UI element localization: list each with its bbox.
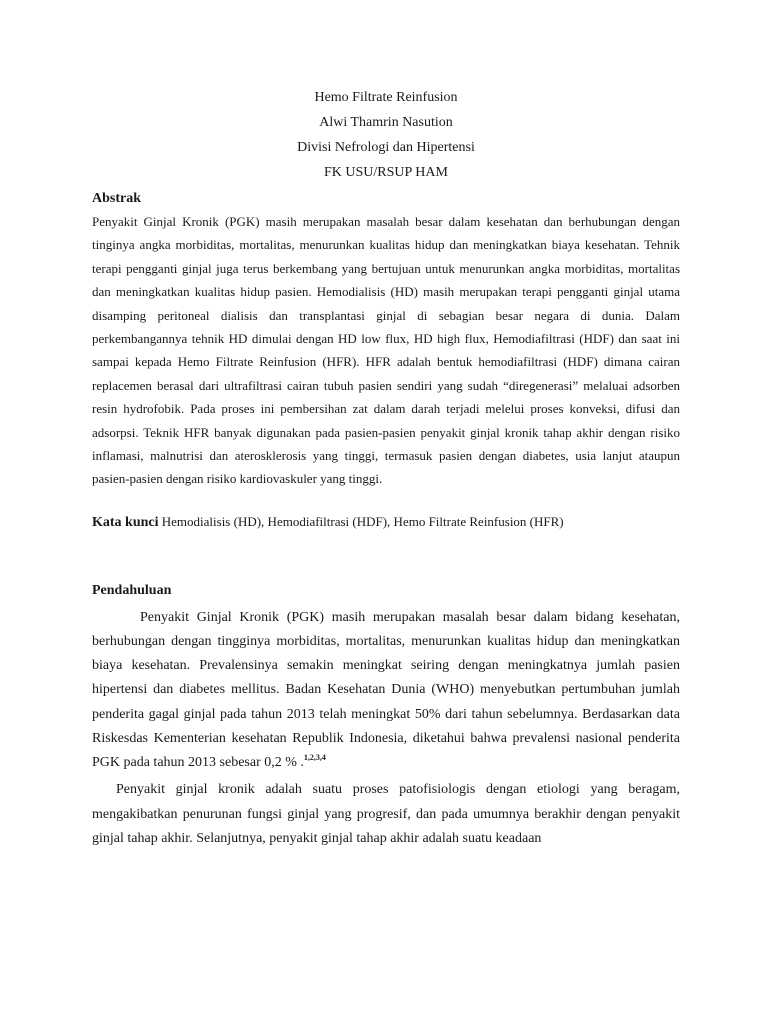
keywords-line bbox=[92, 510, 680, 534]
keywords-text: Hemodialisis (HD), Hemodiafiltrasi (HDF), Hemo Filtrate Reinfusion (HFR) bbox=[158, 513, 564, 529]
abstract-heading: Abstrak bbox=[92, 191, 142, 206]
intro-heading: Pendahuluan bbox=[92, 582, 172, 598]
author-name: Alwi Thamrin Nasution bbox=[319, 115, 453, 130]
author-institution: FK USU/RSUP HAM bbox=[324, 165, 448, 180]
title-block bbox=[92, 85, 680, 185]
intro-paragraph-1-text: Penyakit Ginjal Kronik (PGK) masih merupakan masalah besar dalam bidang kesehatan, berhubungan dengan tingginya morbiditas, mortalitas, menurunkan kualitas hidup dan meningkatkan biaya kesehatan. Prevalensinya semakin meningkat seiring dengan meningkatnya jumlah pasien hipertensi dan diabetes mellitus. Badan Kesehatan Dunia (WHO) menyebutkan pertumbuhan jumlah penderita gagal ginjal pada tahun 2013 telah meningkat 50% dari tahun sebelumnya. Berdasarkan data Riskesdas Kementerian kesehatan Republik Indonesia, diketahui bahwa prevalensi nasional penderita PGK pada tahun 2013 sebesar 0,2 % . bbox=[92, 609, 680, 771]
keywords-label: Kata kunci bbox=[92, 514, 159, 530]
intro-paragraph-2: Penyakit ginjal kronik adalah suatu proses patofisiologis dengan etiologi yang beragam, mengakibatkan penurunan fungsi ginjal yang progresif, dan pada umumnya berakhir dengan penyakit ginjal tahap akhir. Selanjutnya, penyakit ginjal tahap akhir adalah suatu keadaan bbox=[92, 782, 680, 846]
abstract-body: Penyakit Ginjal Kronik (PGK) masih merupakan masalah besar dalam kesehatan dan berhubungan dengan tinginya angka morbiditas, mortalitas, menurunkan kualitas hidup dan meningkatkan biaya kesehatan. Tehnik terapi pengganti ginjal juga terus berkembang yang bertujuan untuk menurunkan angka morbiditas, mortalitas dan meningkatkan kualitas hidup pasien. Hemodialisis (HD) masih merupakan terapi pengganti ginjal utama disamping peritoneal dialisis dan transplantasi ginjal di sebagian besar negara di dunia. Dalam perkembangannya tehnik HD dimulai dengan HD low flux, HD high flux, Hemodiafiltrasi (HDF) dan saat ini sampai kepada Hemo Filtrate Reinfusion (HFR). HFR adalah bentuk hemodiafiltrasi (HDF) dimana cairan replacemen berasal dari ultrafiltrasi cairan tubuh pasien sendiri yang sudah “diregenerasi” melaluai adsorben resin hydrofobik. Pada proses ini pembersihan zat dalam darah terjadi melelui proses konveksi, difusi dan adsorpsi. Teknik HFR banyak digunakan pada pasien-pasien penyakit ginjal kronik tahap akhir dengan risiko inflamasi, malnutrisi dan aterosklerosis yang tinggi, termasuk pasien dengan diabetes, usia lanjut ataupun pasien-pasien dengan risiko kardiovaskuler yang tinggi. bbox=[92, 214, 680, 487]
author-division: Divisi Nefrologi dan Hipertensi bbox=[297, 140, 475, 155]
intro-paragraph-1 bbox=[92, 606, 680, 775]
citation-reference: 1,2,3,4 bbox=[303, 753, 326, 763]
document-title: Hemo Filtrate Reinfusion bbox=[314, 90, 458, 105]
